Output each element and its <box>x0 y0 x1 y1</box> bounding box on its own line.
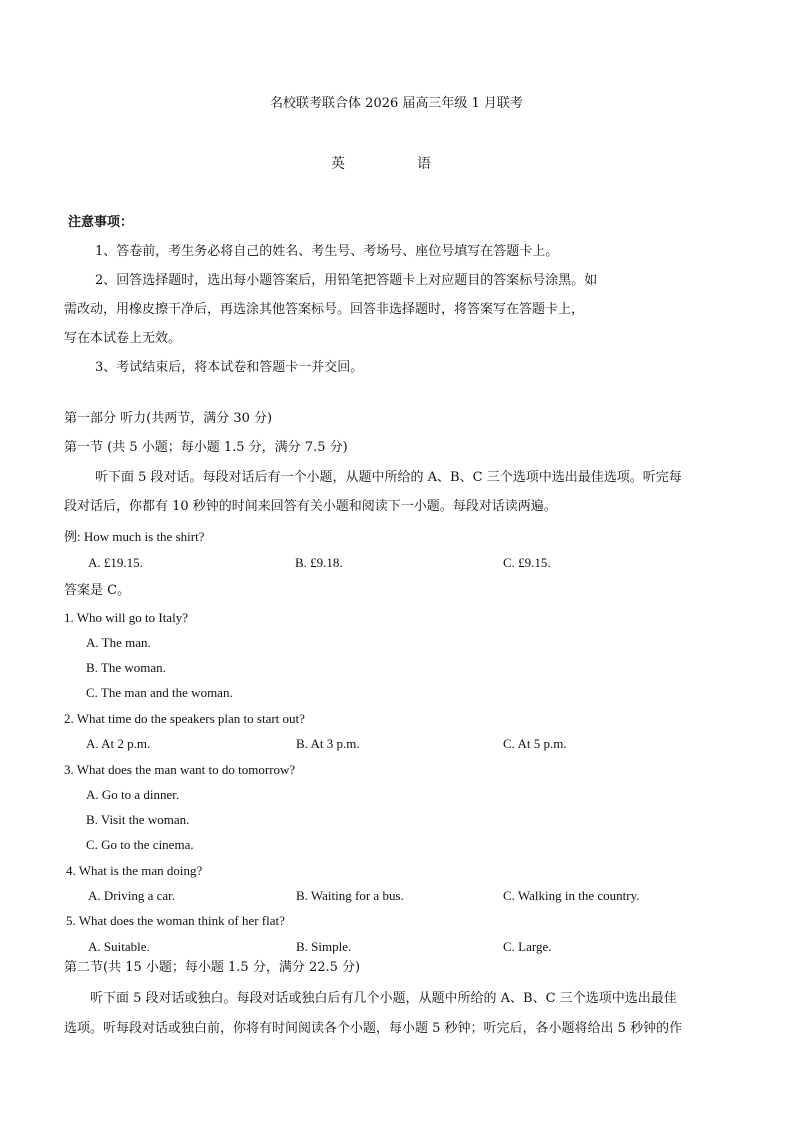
question-4-option-a: A. Driving a car. <box>88 888 176 903</box>
part1-heading: 第一部分 听力(共两节，满分 30 分) <box>64 411 273 426</box>
section2-instruction-line-2: 选项。听每段对话或独白前，你将有时间阅读各个小题，每小题 5 秒钟；听完后，各小题将给出 5 秒钟的作 <box>64 1021 683 1036</box>
exam-title: 名校联考联合体 2026 届高三年级 1 月联考 <box>270 96 523 111</box>
question-3-option-c: C. Go to the cinema. <box>86 837 194 852</box>
notice-heading: 注意事项： <box>68 215 134 230</box>
question-2-option-b: B. At 3 p.m. <box>296 736 360 751</box>
section1-instruction-line-1: 听下面 5 段对话。每段对话后有一个小题，从题中所给的 A、B、C 三个选项中选出最佳选项。听完每 <box>95 470 682 485</box>
notice-item-2-line-2: 需改动，用橡皮擦干净后，再选涂其他答案标号。回答非选择题时，将答案写在答题卡上， <box>64 302 585 317</box>
notice-item-2-line-1: 2、回答选择题时，选出每小题答案后，用铅笔把答题卡上对应题目的答案标号涂黑。如 <box>95 273 598 288</box>
question-4-option-c: C. Walking in the country. <box>503 888 640 903</box>
question-3: 3. What does the man want to do tomorrow? <box>64 762 296 777</box>
section2-heading: 第二节(共 15 小题；每小题 1.5 分，满分 22.5 分) <box>64 960 361 975</box>
notice-item-3: 3、考试结束后，将本试卷和答题卡一并交回。 <box>95 360 364 375</box>
example-option-b: B. £9.18. <box>295 555 343 570</box>
question-5-option-b: B. Simple. <box>296 939 352 954</box>
question-2-option-c: C. At 5 p.m. <box>503 736 567 751</box>
section1-instruction-line-2: 段对话后，你都有 10 秒钟的时间来回答有关小题和阅读下一小题。每段对话读两遍。 <box>64 499 557 514</box>
question-1-option-c: C. The man and the woman. <box>86 685 233 700</box>
question-3-option-b: B. Visit the woman. <box>86 812 190 827</box>
notice-item-1: 1、答卷前，考生务必将自己的姓名、考生号、考场号、座位号填写在答题卡上。 <box>95 244 559 259</box>
example-answer: 答案是 C。 <box>64 583 131 598</box>
section1-heading: 第一节 (共 5 小题；每小题 1.5 分，满分 7.5 分) <box>64 440 348 455</box>
example-option-a: A. £19.15. <box>88 555 143 570</box>
question-5: 5. What does the woman think of her flat? <box>66 913 285 928</box>
question-4: 4. What is the man doing? <box>66 863 203 878</box>
question-5-option-a: A. Suitable. <box>88 939 150 954</box>
question-4-option-b: B. Waiting for a bus. <box>296 888 404 903</box>
question-2: 2. What time do the speakers plan to start out? <box>64 711 305 726</box>
example-question: 例: How much is the shirt? <box>64 529 205 544</box>
question-3-option-a: A. Go to a dinner. <box>86 787 180 802</box>
question-1: 1. Who will go to Italy? <box>64 610 188 625</box>
question-5-option-c: C. Large. <box>503 939 552 954</box>
section2-instruction-line-1: 听下面 5 段对话或独白。每段对话或独白后有几个小题，从题中所给的 A、B、C 三个选项中选出最佳 <box>90 991 677 1006</box>
notice-item-2-line-3: 写在本试卷上无效。 <box>64 331 182 346</box>
question-1-option-a: A. The man. <box>86 635 151 650</box>
subject-char-2: 语 <box>417 156 431 172</box>
question-2-option-a: A. At 2 p.m. <box>86 736 151 751</box>
example-option-c: C. £9.15. <box>503 555 551 570</box>
subject-char-1: 英 <box>331 156 345 172</box>
question-1-option-b: B. The woman. <box>86 660 166 675</box>
